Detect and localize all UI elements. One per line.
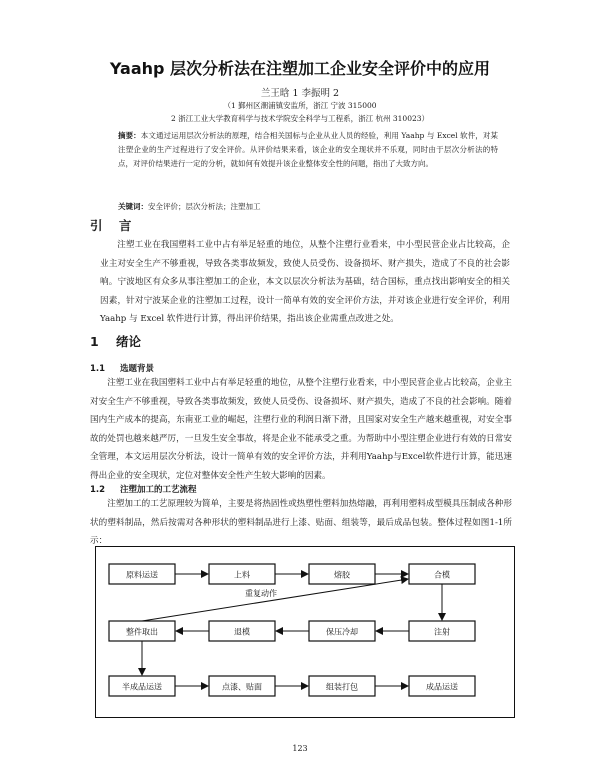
flow-node-pressure-cooling <box>309 621 375 641</box>
node-label: 点漆、贴面 <box>222 682 262 692</box>
process-flowchart <box>95 546 515 718</box>
affiliation-1: （1 鄞州区潮浦镇安监所，浙江 宁波 315000 <box>223 101 377 110</box>
node-label: 半成品运送 <box>122 682 162 692</box>
flow-node-injection <box>409 621 475 641</box>
section-1-2-number: 1.2 <box>90 485 106 495</box>
node-label: 成品运送 <box>426 682 458 692</box>
section-1-2-paragraph: 注塑加工的工艺原理较为简单，主要是将热固性或热塑性塑料加热熔融，再利用塑料成型模具压制成各种形状的塑料制品，然后按需对各种形状的塑料制品进行上漆、贴面、组装等，最后成品包装。整体过程如图1-1所示： <box>90 499 512 546</box>
node-label: 上料 <box>234 570 250 580</box>
section-1-1-heading <box>90 362 154 374</box>
section-1-1-title: 选题背景 <box>120 364 155 374</box>
node-label: 原料运送 <box>126 570 158 580</box>
node-label: 注射 <box>434 627 450 637</box>
repeat-loop-label: 重复动作 <box>245 589 277 598</box>
flow-node-feeding <box>209 564 275 584</box>
section-1-number: 1 <box>90 334 99 349</box>
flow-node-mold-closing <box>409 564 475 584</box>
section-1-2-heading <box>90 483 197 495</box>
flow-node-raw-material <box>109 564 175 584</box>
abstract <box>118 129 498 171</box>
node-label: 保压冷却 <box>326 627 358 637</box>
paper-title: Yaahp 层次分析法在注塑加工企业安全评价中的应用 <box>109 59 491 78</box>
author-line: 兰王晗 1 李振明 2 <box>260 88 340 99</box>
flow-node-finished-transport <box>409 676 475 696</box>
page-number: 123 <box>292 744 308 753</box>
section-1-1-number: 1.1 <box>90 364 106 374</box>
flow-node-painting-veneering <box>209 676 275 696</box>
section-1-2-title: 注塑加工的工艺流程 <box>120 485 197 495</box>
affiliation-2: 2 浙江工业大学教育科学与技术学院安全科学与工程系，浙江 杭州 310023） <box>170 114 430 123</box>
abstract-label: 摘要： <box>118 131 141 140</box>
node-label: 合模 <box>434 570 450 580</box>
abstract-text: 本文通过运用层次分析法的原理，结合相关国标与企业从业人员的经验，利用 Yaahp 与 Excel 软件，对某注塑企业的生产过程进行了安全评价。从评价结果来看，该企业的安全现状并不乐观，同时由于层次分析法的特点，对评价结果进行一定的分析，就如何有效提升该企业整体安全性的问题，指出了大致方向。 <box>118 131 498 168</box>
node-label: 组装打包 <box>326 682 358 692</box>
node-label: 整件取出 <box>126 627 158 637</box>
flow-node-assembly-packing <box>309 676 375 696</box>
keywords <box>118 201 498 212</box>
flow-node-semi-product-transport <box>109 676 175 696</box>
flow-node-part-removal <box>109 621 175 641</box>
flow-node-melting <box>309 564 375 584</box>
repeat-loop-arrow <box>142 579 408 621</box>
flow-node-demolding <box>209 621 275 641</box>
section-1-heading <box>90 332 141 350</box>
node-label: 退模 <box>234 627 250 637</box>
node-label: 熔胶 <box>334 570 350 580</box>
keywords-label: 关键词： <box>118 202 148 211</box>
intro-paragraph: 注塑工业在我国塑料工业中占有举足轻重的地位，从整个注塑行业看来，中小型民营企业占比较高，企业主对安全生产不够重视，导致各类事故频发，致使人员受伤、设备损坏、财产损失，造成了不良的社会影响。宁波地区有众多从事注塑加工的企业，本文以层次分析法为基础，结合国标，重点找出影响安全的相关因素，针对宁波某企业的注塑加工过程，设计一简单有效的安全评价方法，并对该企业进行安全评价，利用 Yaahp 与 Excel 软件进行计算，得出评价结果，指出该企业需重点改进之处。 <box>100 240 510 324</box>
section-1-1-paragraph: 注塑工业在我国塑料工业中占有举足轻重的地位，从整个注塑行业看来，中小型民营企业占比较高，企业主对安全生产不够重视，导致各类事故频发，致使人员受伤、设备损坏、财产损失，造成了不良的社会影响。随着国内生产成本的提高，东南亚工业的崛起，注塑行业的利润日渐下滑，且国家对安全生产越来越重视，对安全事故的处罚也越来越严厉，一旦发生安全事故，将是企业不能承受之重。为帮助中小型注塑企业进行有效的日常安全管理，本文运用层次分析法，设计一简单有效的安全评价方法，并利用Yaahp与Excel软件进行计算，能迅速得出企业的安全现状，定位对整体安全性产生较大影响的因素。 <box>90 378 512 481</box>
section-1-title: 绪论 <box>116 334 142 349</box>
intro-heading: 引 言 <box>90 218 138 233</box>
keywords-text: 安全评价；层次分析法；注塑加工 <box>148 202 261 211</box>
